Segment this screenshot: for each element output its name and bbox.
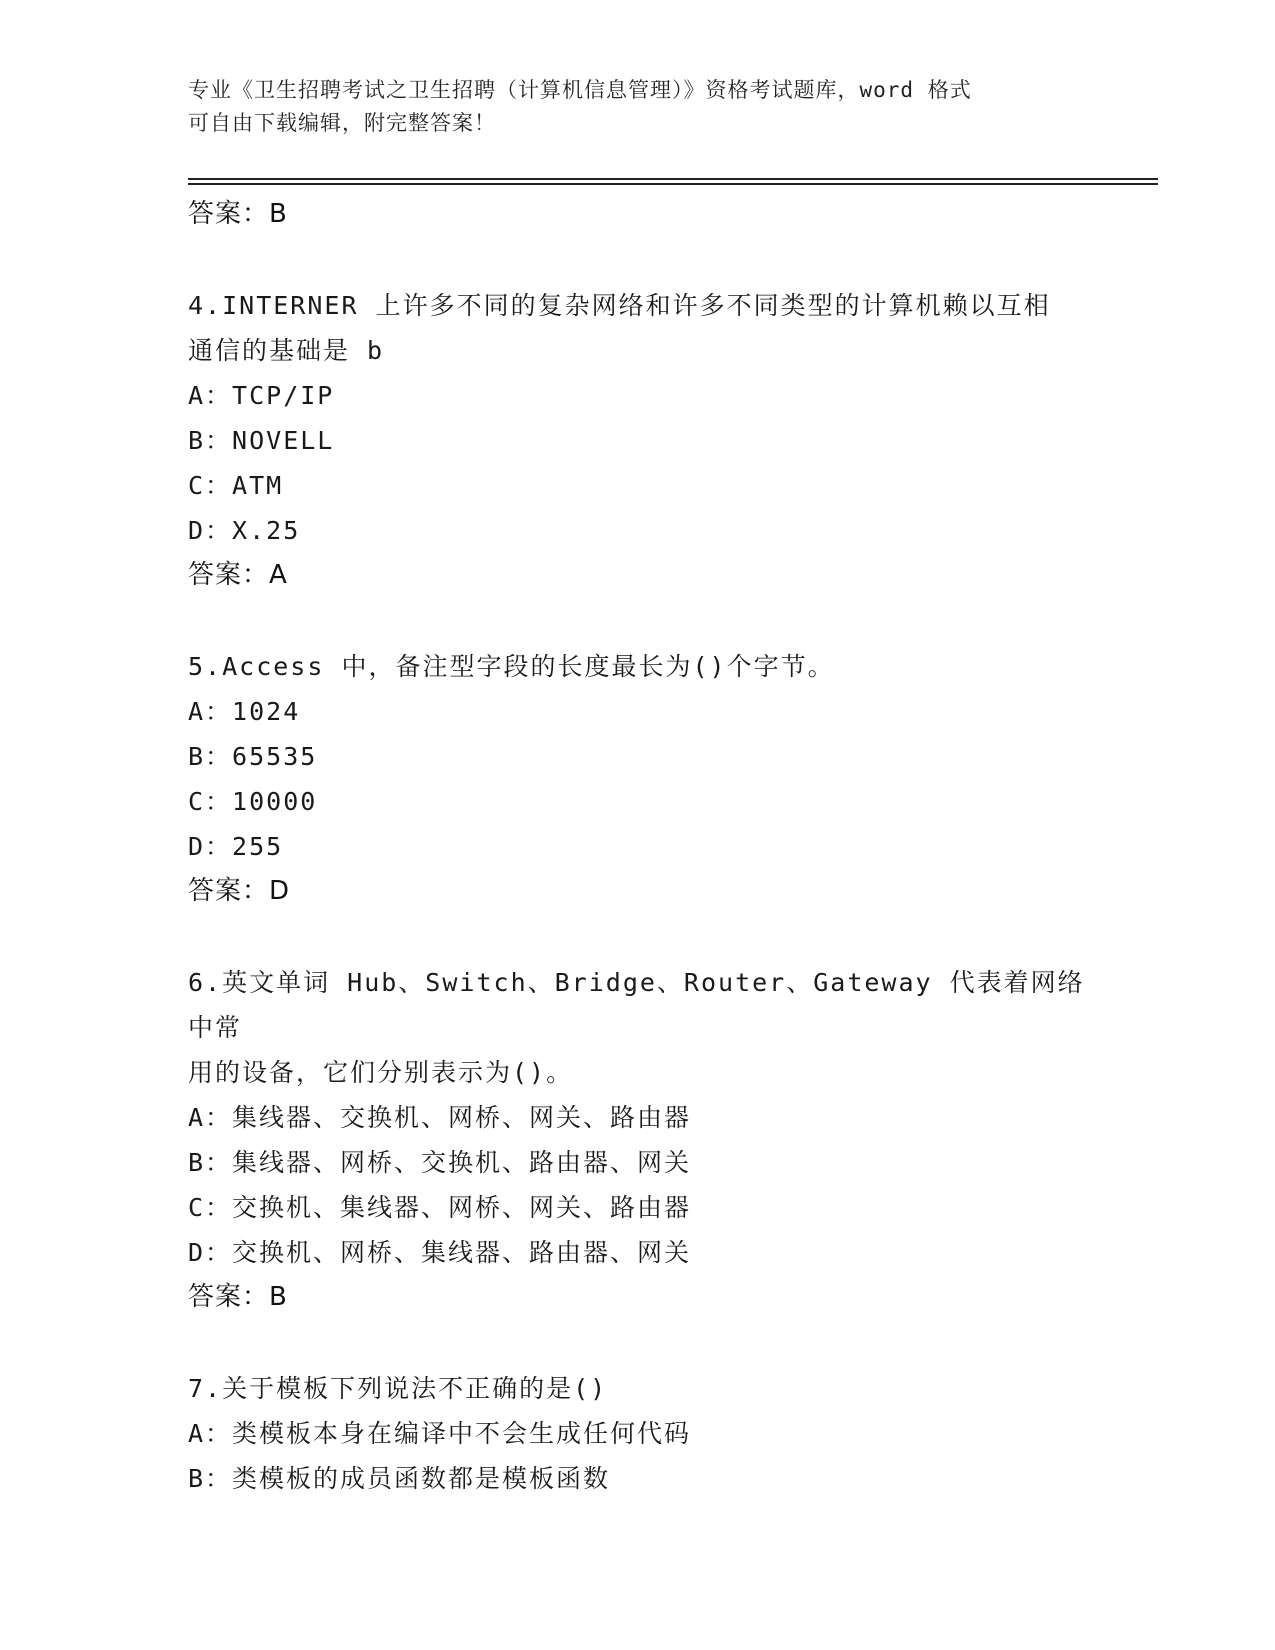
question-block [188,1366,1088,1501]
answer-line: 答案：A [188,560,288,590]
option-a: A：集线器、交换机、网桥、网关、路由器 [188,1103,692,1132]
option-d: D：255 [188,832,284,861]
question-block [188,644,1088,914]
page-header [188,74,1088,140]
header-line-2: 可自由下载编辑，附完整答案！ [188,111,496,135]
spacer [188,598,1088,644]
header-divider-bottom [188,183,1158,185]
option-a: A：类模板本身在编译中不会生成任何代码 [188,1419,692,1448]
option-b: B：65535 [188,742,318,771]
option-b: B：NOVELL [188,426,335,455]
question-stem: 7.关于模板下列说法不正确的是() [188,1374,608,1403]
answer-line: 答案：D [188,876,291,906]
question-stem: 6.英文单词 Hub、Switch、Bridge、Router、Gateway 代表着网络中常 [188,968,1085,1042]
question-block [188,960,1088,1320]
option-a: A：1024 [188,697,301,726]
answer-line: 答案：B [188,1282,288,1312]
option-d: D：交换机、网桥、集线器、路由器、网关 [188,1238,692,1267]
option-b: B：集线器、网桥、交换机、路由器、网关 [188,1148,692,1177]
question-stem: 5.Access 中，备注型字段的长度最长为()个字节。 [188,652,835,681]
spacer [188,914,1088,960]
option-d: D：X.25 [188,516,301,545]
header-line-1: 专业《卫生招聘考试之卫生招聘（计算机信息管理）》资格考试题库，word 格式 [188,78,972,102]
option-c: C：ATM [188,471,284,500]
option-c: C：10000 [188,787,318,816]
question-block [188,283,1088,598]
question-stem: 通信的基础是 b [188,336,385,365]
question-stem: 用的设备，它们分别表示为()。 [188,1058,574,1087]
spacer [188,237,1088,283]
option-a: A：TCP/IP [188,381,335,410]
header-divider-top [188,178,1158,180]
answer-line: 答案：B [188,199,288,229]
question-stem: 4.INTERNER 上许多不同的复杂网络和许多不同类型的计算机赖以互相 [188,291,1051,320]
spacer [188,1320,1088,1366]
option-c: C：交换机、集线器、网桥、网关、路由器 [188,1193,692,1222]
option-b: B：类模板的成员函数都是模板函数 [188,1464,611,1493]
question-content [188,192,1088,1501]
